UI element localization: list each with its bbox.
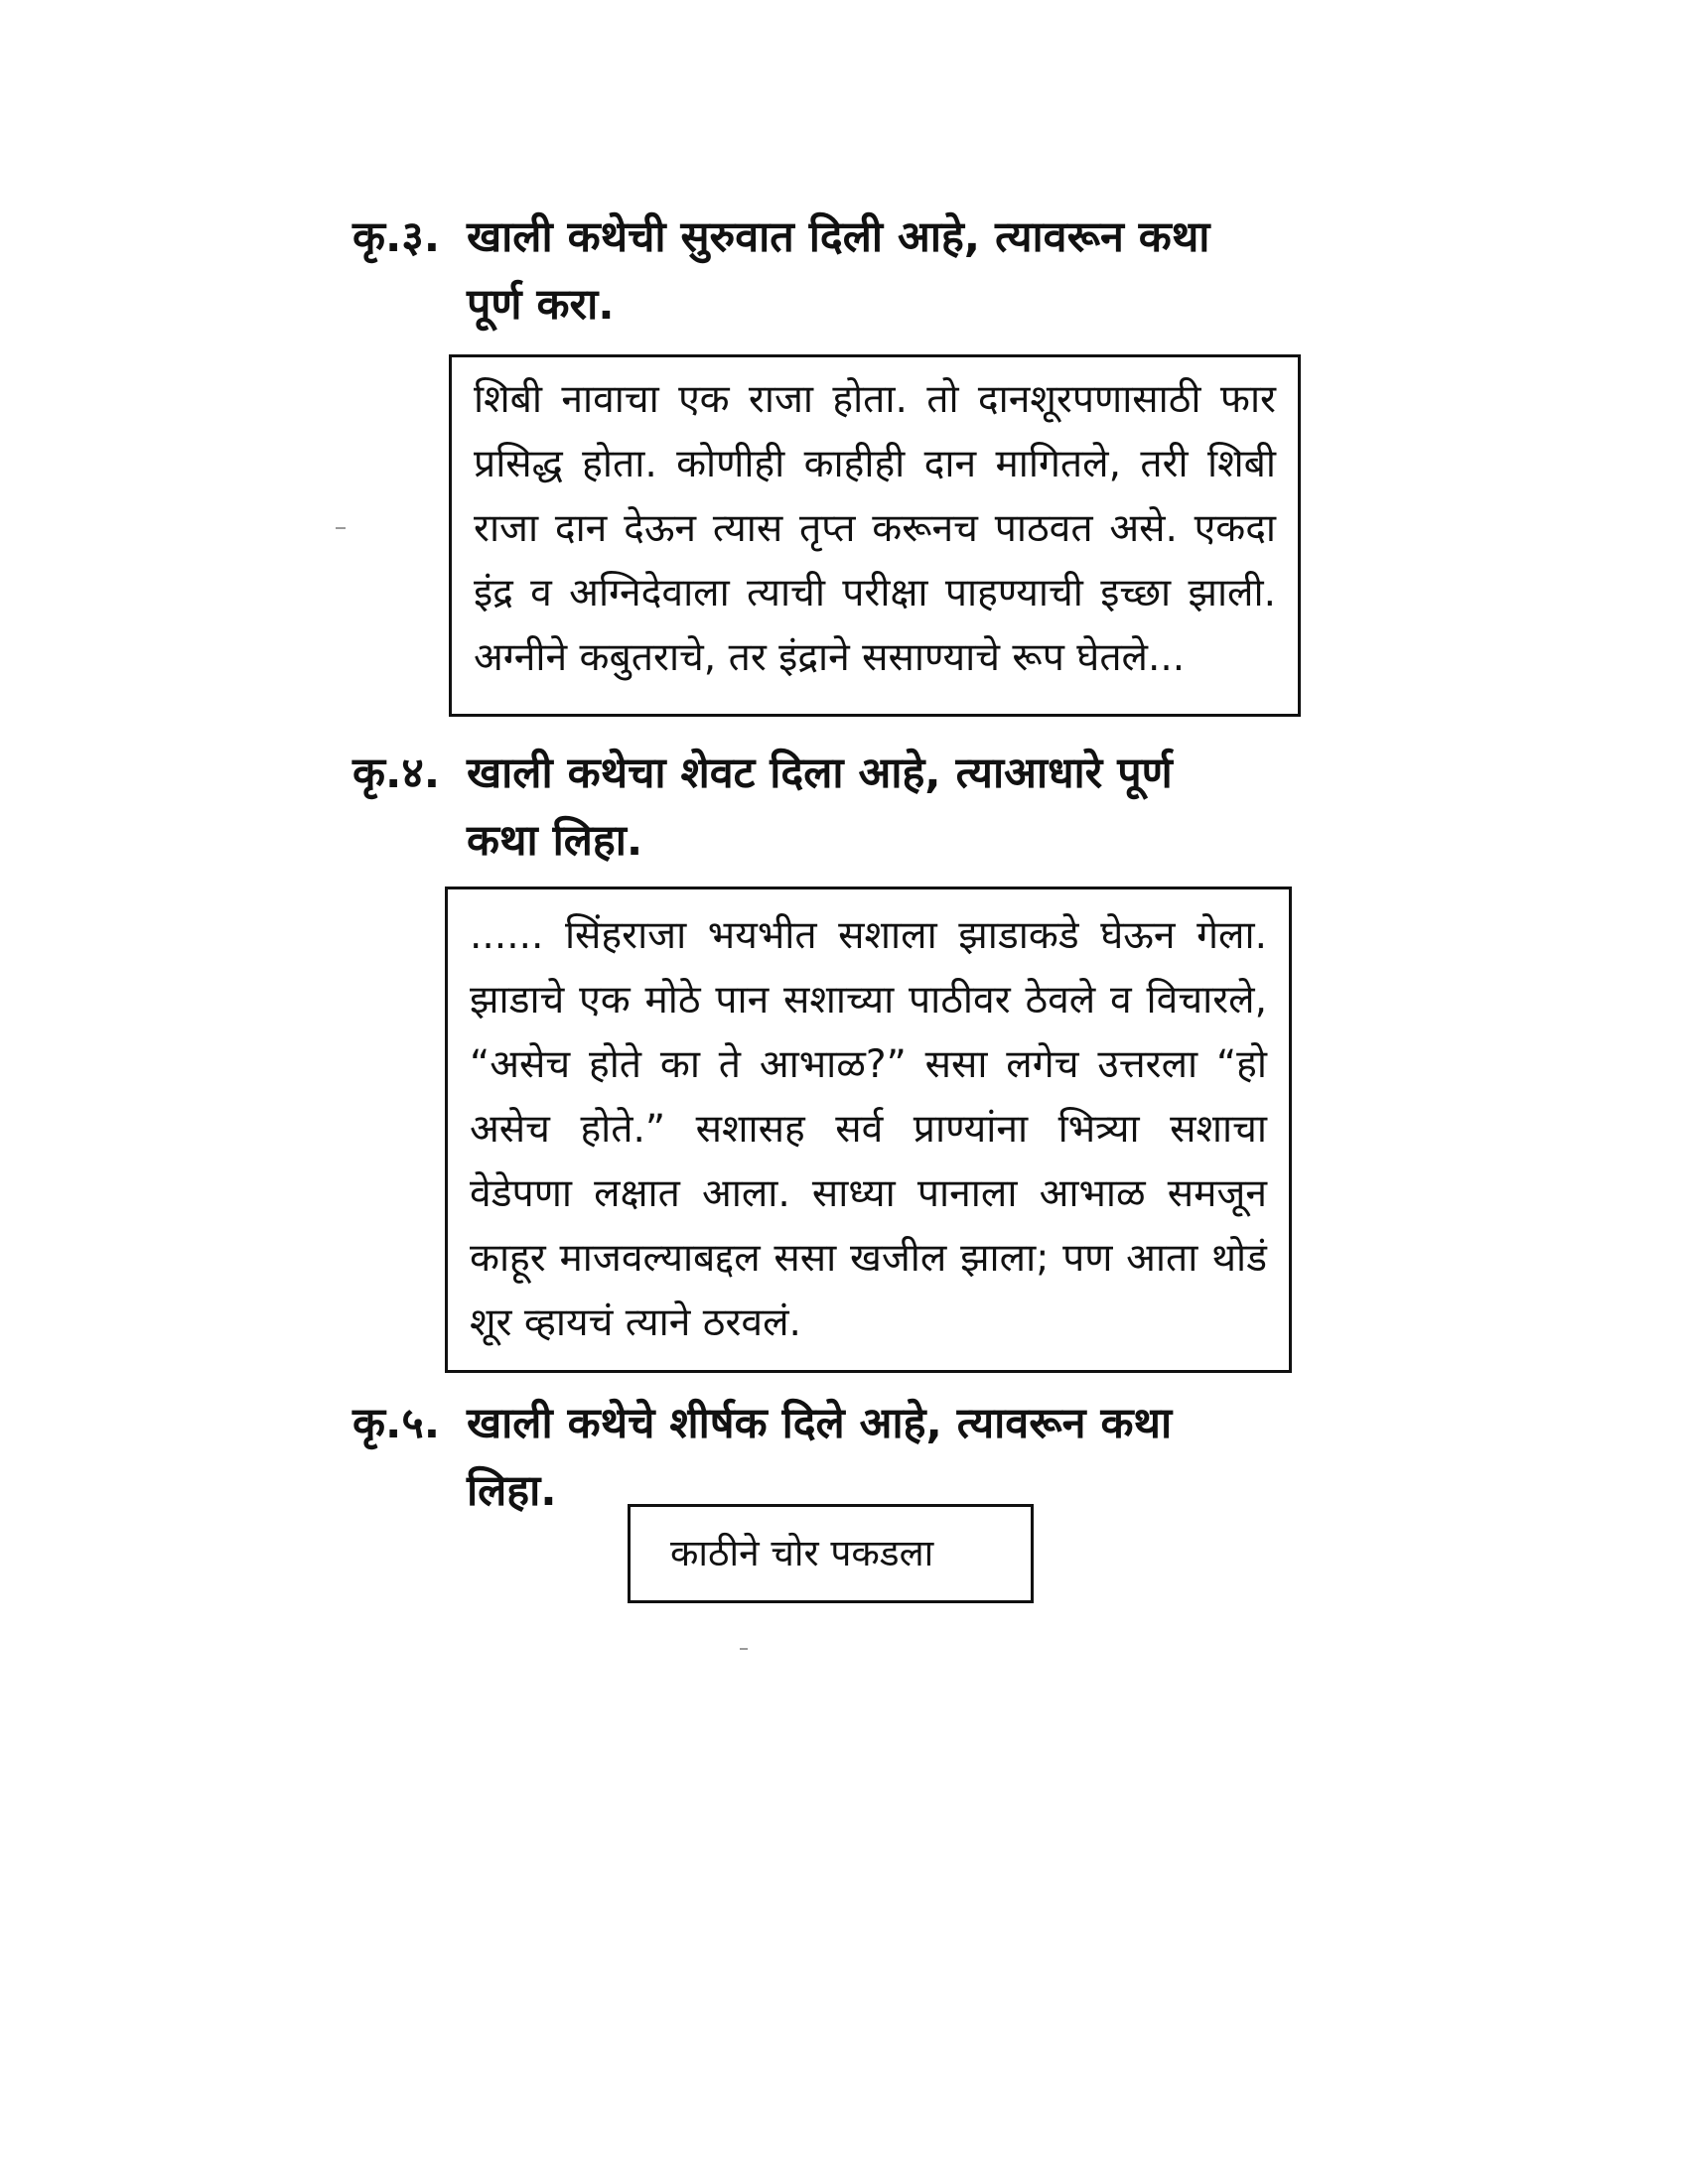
story-beginning-text: शिबी नावाचा एक राजा होता. तो दानशूरपणासाठी फार प्रसिद्ध होता. कोणीही काहीही दान मागितले, तरी शिबी राजा दान देऊन त्यास तृप्त करूनच पाठवत असे. एकदा इंद्र व अग्निदेवाला त्याची परीक्षा पाहण्याची इच्छा झाली. अग्नीने कबुतराचे, तर इंद्राने ससाण्याचे रूप घेतले... bbox=[474, 377, 1276, 680]
question-5-line1: खाली कथेचे शीर्षक दिले आहे, त्यावरून कथा bbox=[467, 1399, 1173, 1448]
question-5-line2: लिहा. bbox=[467, 1466, 557, 1516]
question-4-line2: कथा लिहा. bbox=[467, 816, 643, 866]
story-title-text: काठीने चोर पकडला bbox=[670, 1532, 934, 1574]
scan-mark bbox=[740, 1648, 748, 1650]
question-4-heading bbox=[352, 740, 1281, 875]
question-5-number: कृ.५. bbox=[352, 1399, 441, 1448]
scan-mark bbox=[336, 527, 346, 529]
question-3-line2: पूर्ण करा. bbox=[467, 280, 615, 330]
story-ending-text: ...... सिंहराजा भयभीत सशाला झाडाकडे घेऊन गेला. झाडाचे एक मोठे पान सशाच्या पाठीवर ठेवले व विचारले, “असेच होते का ते आभाळ?” ससा लगेच उत्तरला “हो असेच होते.” सशासह सर्व प्राण्यांना भित्र्या सशाचा वेडेपणा लक्षात आला. साध्या पानाला आभाळ समजून काहूर माजवल्याबद्दल ससा खजील झाला; पण आता थोडं शूर व्हायचं त्याने ठरवलं. bbox=[470, 913, 1267, 1345]
story-ending-box bbox=[445, 887, 1292, 1373]
question-3-line1: खाली कथेची सुरुवात दिली आहे, त्यावरून कथा bbox=[467, 212, 1210, 262]
story-beginning-box bbox=[449, 354, 1301, 717]
question-4-line1: खाली कथेचा शेवट दिला आहे, त्याआधारे पूर्ण bbox=[467, 749, 1173, 798]
question-3-number: कृ.३. bbox=[352, 212, 441, 262]
story-title-box bbox=[628, 1504, 1034, 1603]
question-3-heading bbox=[352, 204, 1281, 339]
question-4-number: कृ.४. bbox=[352, 749, 441, 798]
